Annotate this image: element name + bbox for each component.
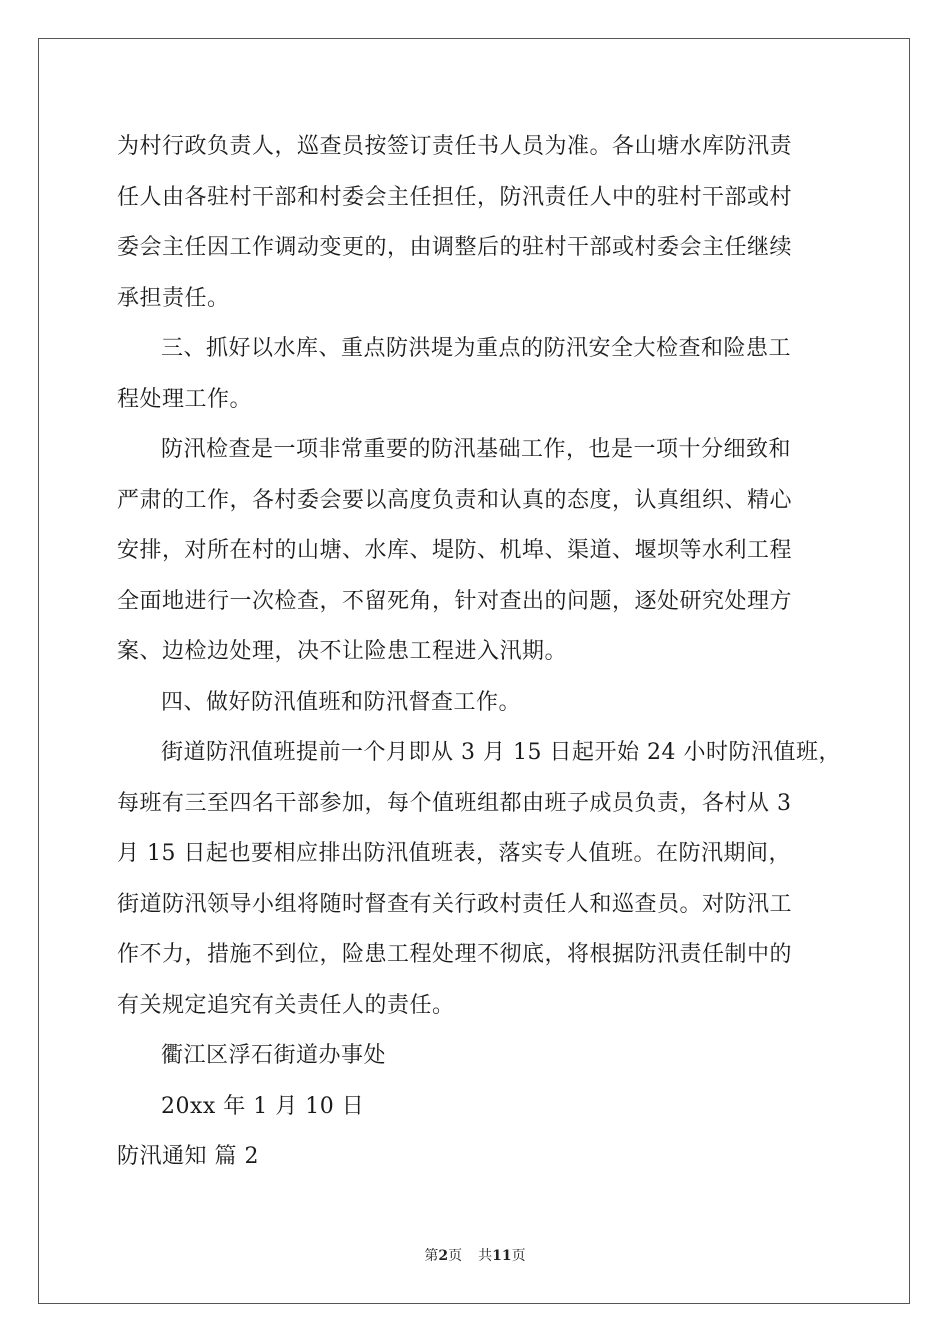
signature-organization	[117, 1031, 837, 1082]
section-heading-4	[117, 678, 837, 729]
text-line: 程处理工作。	[117, 386, 253, 412]
text-line: 作不力，措施不到位，险患工程处理不彻底，将根据防汛责任制中的	[117, 942, 793, 967]
text-line: 严肃的工作，各村委会要以高度负责和认真的态度，认真组织、精心	[117, 487, 793, 513]
text-line: 街道防汛领导小组将随时督查有关行政村责任人和巡查员。对防汛工	[117, 891, 793, 917]
page-current: 2	[438, 1248, 449, 1264]
text-line: 案、边检边处理，决不让险患工程进入汛期。	[117, 639, 568, 664]
text-line: 月 15 日起也要相应排出防汛值班表，落实专人值班。在防汛期间，	[117, 841, 791, 866]
page-footer	[0, 1245, 950, 1265]
text-line: 安排，对所在村的山塘、水库、堤防、机埠、渠道、堰坝等水利工程	[117, 538, 793, 563]
paragraph-duty	[117, 728, 841, 1031]
section-title	[117, 1132, 837, 1183]
signature-date	[117, 1082, 837, 1133]
text-line: 为村行政负责人，巡查员按签订责任书人员为准。各山塘水库防汛责	[117, 134, 793, 159]
text-line: 全面地进行一次检查，不留死角，针对查出的问题，逐处研究处理方	[117, 588, 793, 614]
paragraph-1	[117, 122, 837, 324]
text-line: 承担责任。	[117, 285, 230, 311]
total-prefix: 共	[478, 1248, 493, 1264]
page-suffix: 页	[448, 1248, 463, 1264]
text-line: 三、抓好以水库、重点防洪堤为重点的防汛安全大检查和险患工	[161, 336, 792, 361]
text-line: 街道防汛值班提前一个月即从 3 月 15 日起开始 24 小时防汛值班，	[161, 740, 841, 765]
section-heading-3	[117, 324, 837, 425]
text-line: 四、做好防汛值班和防汛督查工作。	[161, 689, 522, 715]
text-line: 有关规定追究有关责任人的责任。	[117, 992, 455, 1018]
text-line: 每班有三至四名干部参加，每个值班组都由班子成员负责，各村从 3	[117, 790, 792, 816]
page-prefix: 第	[424, 1248, 439, 1264]
text-line: 防汛通知 篇 2	[117, 1144, 259, 1169]
page-total: 11	[492, 1248, 512, 1264]
total-suffix: 页	[511, 1248, 526, 1264]
text-line: 防汛检查是一项非常重要的防汛基础工作，也是一项十分细致和	[161, 437, 792, 462]
text-line: 任人由各驻村干部和村委会主任担任，防汛责任人中的驻村干部或村	[117, 184, 793, 210]
text-line: 衢江区浮石街道办事处	[161, 1043, 387, 1068]
text-line: 20xx 年 1 月 10 日	[161, 1093, 365, 1119]
document-body	[117, 122, 841, 1183]
text-line: 委会主任因工作调动变更的，由调整后的驻村干部或村委会主任继续	[117, 235, 793, 260]
paragraph-inspection	[117, 425, 837, 678]
